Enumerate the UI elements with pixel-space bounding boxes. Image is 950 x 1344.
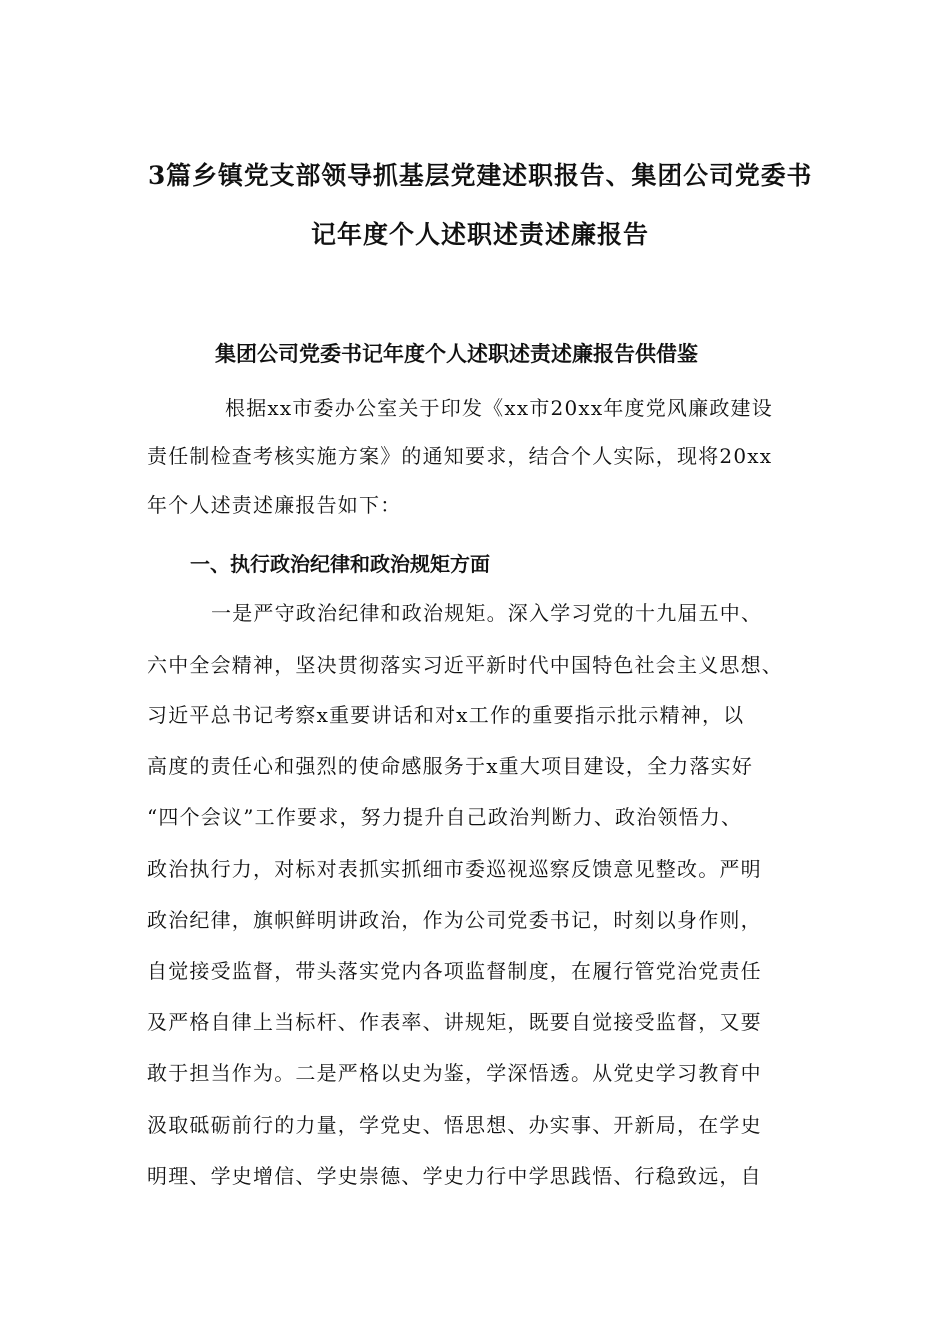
document-subtitle: 集团公司党委书记年度个人述职述责述廉报告供借鉴 [215,341,698,366]
intro-line-2: 责任制检查考核实施方案》的通知要求，结合个人实际，现将20xx [147,444,773,468]
section-heading: 一、执行政治纪律和政治规矩方面 [190,552,490,576]
document-title-line-1: 3篇乡镇党支部领导抓基层党建述职报告、集团公司党委书 [148,161,813,190]
body-line-1: 一是严守政治纪律和政治规矩。深入学习党的十九届五中、 [211,601,763,625]
body-line-10: 敢于担当作为。二是严格以史为鉴，学深悟透。从党史学习教育中 [147,1061,762,1085]
intro-line-1: 根据xx市委办公室关于印发《xx市20xx年度党风廉政建设 [225,396,773,420]
intro-line-3: 年个人述责述廉报告如下： [147,493,402,517]
body-line-7: 政治纪律，旗帜鲜明讲政治，作为公司党委书记，时刻以身作则， [147,908,762,932]
body-line-6: 政治执行力，对标对表抓实抓细市委巡视巡察反馈意见整改。严明 [147,857,762,881]
body-line-11: 汲取砥砺前行的力量，学党史、悟思想、办实事、开新局，在学史 [147,1113,762,1137]
body-line-9: 及严格自律上当标杆、作表率、讲规矩，既要自觉接受监督，又要 [147,1010,762,1034]
body-line-4: 高度的责任心和强烈的使命感服务于x重大项目建设，全力落实好 [147,754,754,778]
body-line-3: 习近平总书记考察x重要讲话和对x工作的重要指示批示精神，以 [147,703,745,727]
body-line-5: “四个会议”工作要求，努力提升自己政治判断力、政治领悟力、 [147,805,743,829]
body-line-2: 六中全会精神，坚决贯彻落实习近平新时代中国特色社会主义思想、 [147,653,783,677]
document-title-line-2: 记年度个人述职述责述廉报告 [311,220,650,249]
body-line-12: 明理、学史增信、学史崇德、学史力行中学思践悟、行稳致远，自 [147,1164,762,1188]
body-line-8: 自觉接受监督，带头落实党内各项监督制度，在履行管党治党责任 [147,959,762,983]
